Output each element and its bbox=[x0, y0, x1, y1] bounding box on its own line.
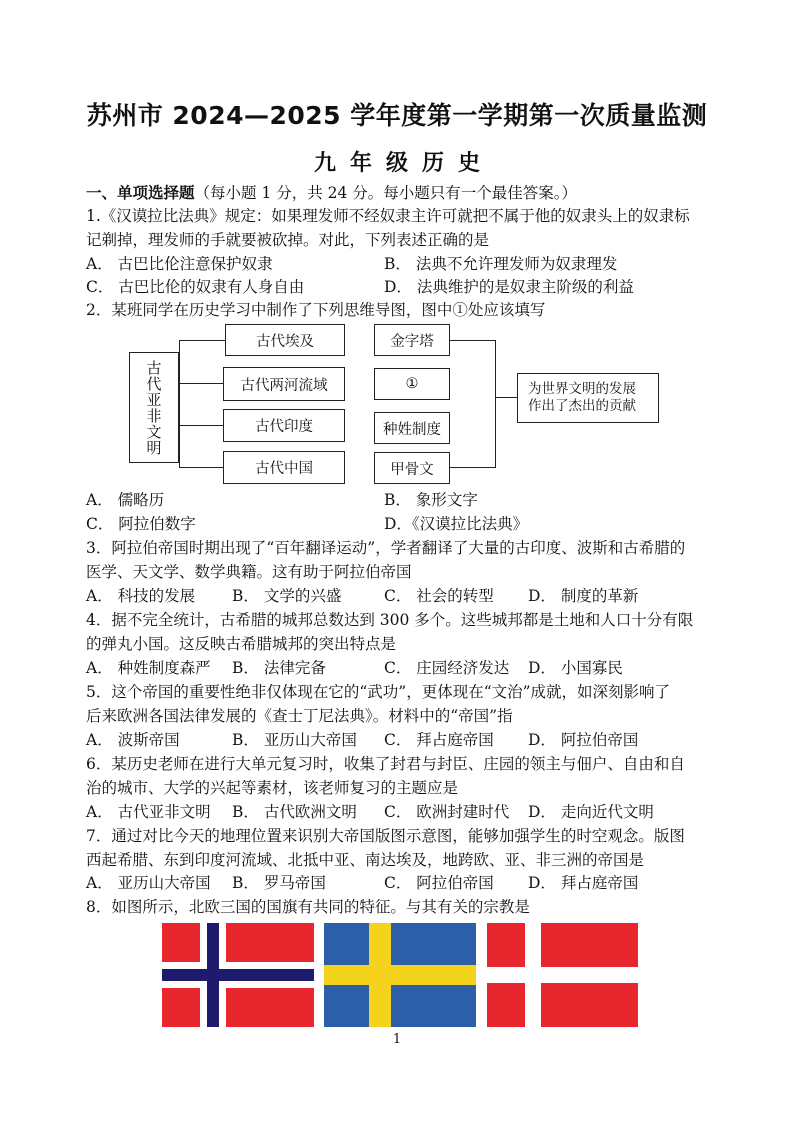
q5-option-d: D． 阿拉伯帝国 bbox=[528, 731, 639, 749]
q6-option-d: D． 走向近代文明 bbox=[528, 803, 654, 821]
q2-option-a: A． 儒略历 bbox=[86, 491, 165, 509]
q4-option-a: A． 种姓制度森严 bbox=[86, 659, 211, 677]
achievement-blank-1: ① bbox=[374, 368, 450, 400]
q3-option-a: A． 科技的发展 bbox=[86, 587, 196, 605]
q3-option-b: B． 文学的兴盛 bbox=[232, 587, 342, 605]
q7-option-a: A． 亚历山大帝国 bbox=[86, 874, 211, 892]
mindmap-root: 古代亚非文明 bbox=[129, 352, 179, 463]
exam-title: 苏州市 2024—2025 学年度第一学期第一次质量监测 bbox=[86, 101, 708, 130]
q2-option-b: B． 象形文字 bbox=[384, 491, 478, 509]
q7-line-1: 7．通过对比今天的地理位置来识别大帝国版图示意图，能够加强学生的时空观念。版图 bbox=[86, 827, 685, 845]
q5-line-2: 后来欧洲各国法律发展的《查士丁尼法典》。材料中的“帝国”指 bbox=[86, 707, 513, 725]
q3-line-1: 3．阿拉伯帝国时期出现了“百年翻译运动”，学者翻译了大量的古印度、波斯和古希腊的 bbox=[86, 539, 686, 557]
q5-option-b: B． 亚历山大帝国 bbox=[232, 731, 357, 749]
flag-denmark bbox=[487, 923, 638, 1027]
q6-option-c: C． 欧洲封建时代 bbox=[384, 803, 510, 821]
q8-line-1: 8．如图所示，北欧三国的国旗有共同的特征。与其有关的宗教是 bbox=[86, 898, 530, 916]
q1-option-d: D． 法典维护的是奴隶主阶级的利益 bbox=[384, 278, 634, 296]
q3-option-d: D． 制度的革新 bbox=[528, 587, 639, 605]
q7-option-b: B． 罗马帝国 bbox=[232, 874, 326, 892]
achievement-pyramid: 金字塔 bbox=[374, 324, 450, 356]
exam-subtitle: 九年级历史 bbox=[313, 150, 494, 176]
region-egypt: 古代埃及 bbox=[225, 324, 345, 356]
q2-line-1: 2．某班同学在历史学习中制作了下列思维导图，图中①处应该填写 bbox=[86, 301, 546, 319]
q4-line-1: 4．据不完全统计，古希腊的城邦总数达到 300 多个。这些城邦都是土地和人口十分有限 bbox=[86, 611, 694, 629]
left-bracket-line bbox=[179, 340, 180, 467]
q3-option-c: C． 社会的转型 bbox=[384, 587, 494, 605]
q1-option-b: B． 法典不允许理发师为奴隶理发 bbox=[384, 255, 618, 273]
q1-line-2: 记剃掉，理发师的手就要被砍掉。对此，下列表述正确的是 bbox=[86, 231, 490, 249]
page-number: 1 bbox=[392, 1032, 402, 1047]
q6-line-2: 治的城市、大学的兴起等素材，该老师复习的主题应是 bbox=[86, 779, 459, 797]
region-india: 古代印度 bbox=[223, 409, 345, 442]
section-heading-line bbox=[86, 182, 577, 204]
achievement-oracle-bone: 甲骨文 bbox=[374, 452, 450, 484]
q2-option-c: C． 阿拉伯数字 bbox=[86, 515, 196, 533]
section-note: （每小题 1 分，共 24 分。每小题只有一个最佳答案。） bbox=[194, 184, 578, 202]
q6-line-1: 6．某历史老师在进行大单元复习时，收集了封君与封臣、庄园的领主与佃户、自由和自 bbox=[86, 755, 685, 773]
flag-norway bbox=[162, 923, 314, 1027]
q1-option-a: A． 古巴比伦注意保护奴隶 bbox=[86, 255, 273, 273]
q2-option-d: D．《汉谟拉比法典》 bbox=[384, 515, 529, 533]
q4-option-b: B． 法律完备 bbox=[232, 659, 326, 677]
q5-line-1: 5．这个帝国的重要性绝非仅体现在它的“武功”，更体现在“文治”成就，如深刻影响了 bbox=[86, 683, 671, 701]
q4-option-d: D． 小国寡民 bbox=[528, 659, 623, 677]
right-bracket-line bbox=[495, 340, 496, 468]
q7-option-d: D． 拜占庭帝国 bbox=[528, 874, 639, 892]
region-mesopotamia: 古代两河流域 bbox=[223, 367, 345, 401]
q6-option-a: A． 古代亚非文明 bbox=[86, 803, 211, 821]
achievement-caste: 种姓制度 bbox=[374, 412, 450, 444]
q1-option-c: C． 古巴比伦的奴隶有人身自由 bbox=[86, 278, 305, 296]
region-china: 古代中国 bbox=[223, 451, 345, 484]
flag-sweden bbox=[324, 923, 476, 1027]
section-heading: 一、单项选择题 bbox=[86, 184, 195, 202]
q1-line-1: 1.《汉谟拉比法典》规定：如果理发师不经奴隶主许可就把不属于他的奴隶头上的奴隶标 bbox=[86, 207, 690, 225]
q6-option-b: B． 古代欧洲文明 bbox=[232, 803, 357, 821]
q4-line-2: 的弹丸小国。这反映古希腊城邦的突出特点是 bbox=[86, 635, 397, 653]
q4-option-c: C． 庄园经济发达 bbox=[384, 659, 510, 677]
q7-line-2: 西起希腊、东到印度河流域、北抵中亚、南达埃及，地跨欧、亚、非三洲的帝国是 bbox=[86, 851, 645, 869]
q5-option-c: C． 拜占庭帝国 bbox=[384, 731, 494, 749]
q3-line-2: 医学、天文学、数学典籍。这有助于阿拉伯帝国 bbox=[86, 563, 412, 581]
q5-option-a: A． 波斯帝国 bbox=[86, 731, 180, 749]
q7-option-c: C． 阿拉伯帝国 bbox=[384, 874, 494, 892]
mindmap-conclusion: 为世界文明的发展作出了杰出的贡献 bbox=[517, 373, 659, 423]
